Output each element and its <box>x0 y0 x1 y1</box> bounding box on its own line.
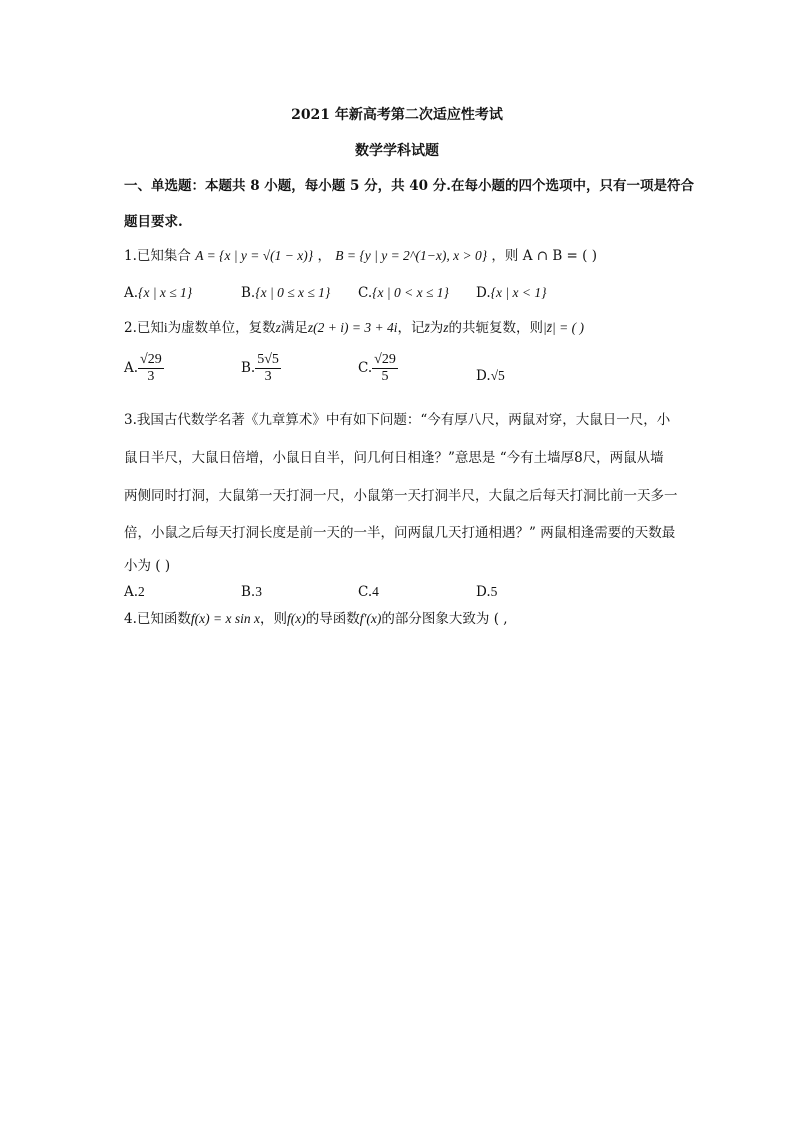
option-text: 5 <box>490 584 498 599</box>
q3-line-3: 两侧同时打洞，大鼠第一天打洞一尺，小鼠第一天打洞半尺，大鼠之后每天打洞比前一天多一 <box>124 488 678 504</box>
option-label: D. <box>476 584 491 600</box>
question-4 <box>124 609 508 629</box>
q1-option-c <box>358 283 449 303</box>
option-label: D. <box>476 285 491 301</box>
question-2 <box>124 318 584 338</box>
fraction-denominator: 5 <box>381 369 389 384</box>
q3-line-1: 3.我国古代数学名著《九章算术》中有如下问题：“今有厚八尺，两鼠对穿，大鼠日一尺，小 <box>124 412 671 428</box>
q2-option-b <box>241 352 281 385</box>
q3-option-b <box>241 582 262 602</box>
fraction-denominator: 3 <box>264 369 272 384</box>
option-label: B. <box>241 285 256 301</box>
q1-set-b: B = {y | y = 2^(1−x), x > 0} <box>335 248 488 263</box>
q2-abs: |z̄| = ( ) <box>543 320 584 335</box>
option-text: 4 <box>372 584 379 599</box>
option-text: {x | x < 1} <box>490 285 547 300</box>
option-label: B. <box>241 360 256 376</box>
option-label: C. <box>358 285 373 301</box>
q3-line-4: 倍，小鼠之后每天打洞长度是前一天的一半，问两鼠几天打通相遇？” 两鼠相逢需要的天数最 <box>124 525 676 541</box>
option-text: 2 <box>138 584 145 599</box>
q2-text: 的共轭复数，则 <box>448 320 544 336</box>
q4-ask: 的部分图象大致为 ( , <box>381 611 508 627</box>
exam-subtitle: 数学学科试题 <box>355 143 439 159</box>
q1-comma: ， <box>317 248 331 264</box>
fraction-numerator: √29 <box>140 352 162 367</box>
q1-prefix: 1.已知集合 <box>124 248 191 264</box>
fraction <box>255 352 281 385</box>
q2-text: ，记 <box>397 320 425 336</box>
q2-imag-unit: i <box>163 320 168 335</box>
q2-text: 为虚数单位，复数 <box>167 320 276 336</box>
q2-equation: z(2 + i) = 3 + 4i <box>307 320 398 335</box>
question-1 <box>124 246 597 266</box>
fraction <box>372 352 398 385</box>
exam-title: 2021 年新高考第二次适应性考试 <box>291 107 503 123</box>
q2-text: 为 <box>429 320 444 336</box>
q4-fx: f(x) <box>286 611 306 626</box>
option-label: B. <box>241 584 256 600</box>
fraction-denominator: 3 <box>147 369 155 384</box>
fraction-numerator: 5√5 <box>257 352 279 367</box>
option-text: {x | 0 ≤ x ≤ 1} <box>255 285 331 300</box>
q4-text: ，则 <box>259 611 287 627</box>
option-text: √5 <box>490 368 505 383</box>
option-text: {x | x ≤ 1} <box>138 285 193 300</box>
q3-line-2: 鼠日半尺，大鼠日倍增，小鼠日自半，问几何日相逢？”意思是 “今有土墙厚8尺，两鼠从墙 <box>124 450 664 466</box>
option-label: C. <box>358 584 373 600</box>
q2-option-d <box>476 366 505 386</box>
option-text: 3 <box>255 584 262 599</box>
section-heading-line2: 题目要求. <box>124 214 183 230</box>
q3-option-c <box>358 582 379 602</box>
q1-option-a <box>124 283 192 303</box>
option-label: A. <box>124 285 139 301</box>
q2-option-c <box>358 352 398 385</box>
q1-option-d <box>476 283 547 303</box>
fraction-numerator: √29 <box>374 352 396 367</box>
option-label: A. <box>124 360 139 376</box>
q2-text: 满足 <box>280 320 308 336</box>
q1-set-a: A = {x | y = √(1 − x)} <box>195 248 314 263</box>
q1-ask: ，则 A ∩ B = ( ) <box>491 248 597 264</box>
section-heading-line1: 一、单选题：本题共 8 小题，每小题 5 分，共 40 分.在每小题的四个选项中，只有一项是符合 <box>124 178 694 194</box>
q3-option-d <box>476 582 497 602</box>
q2-conjugate: z̄ <box>424 320 430 335</box>
q4-function: f(x) = x sin x <box>190 611 260 626</box>
q4-derivative: f′(x) <box>359 611 382 626</box>
q1-option-b <box>241 283 330 303</box>
option-label: C. <box>358 360 373 376</box>
option-label: A. <box>124 584 139 600</box>
q4-prefix: 4.已知函数 <box>124 611 191 627</box>
q2-var-z: z <box>275 320 281 335</box>
option-label: D. <box>476 368 491 384</box>
q2-var-z: z <box>443 320 449 335</box>
q3-line-5: 小为 ( ) <box>124 558 171 574</box>
q3-option-a <box>124 582 145 602</box>
q2-option-a <box>124 352 164 385</box>
option-text: {x | 0 < x ≤ 1} <box>372 285 449 300</box>
q4-text: 的导函数 <box>305 611 360 627</box>
fraction <box>138 352 164 385</box>
q2-prefix: 2.已知 <box>124 320 164 336</box>
